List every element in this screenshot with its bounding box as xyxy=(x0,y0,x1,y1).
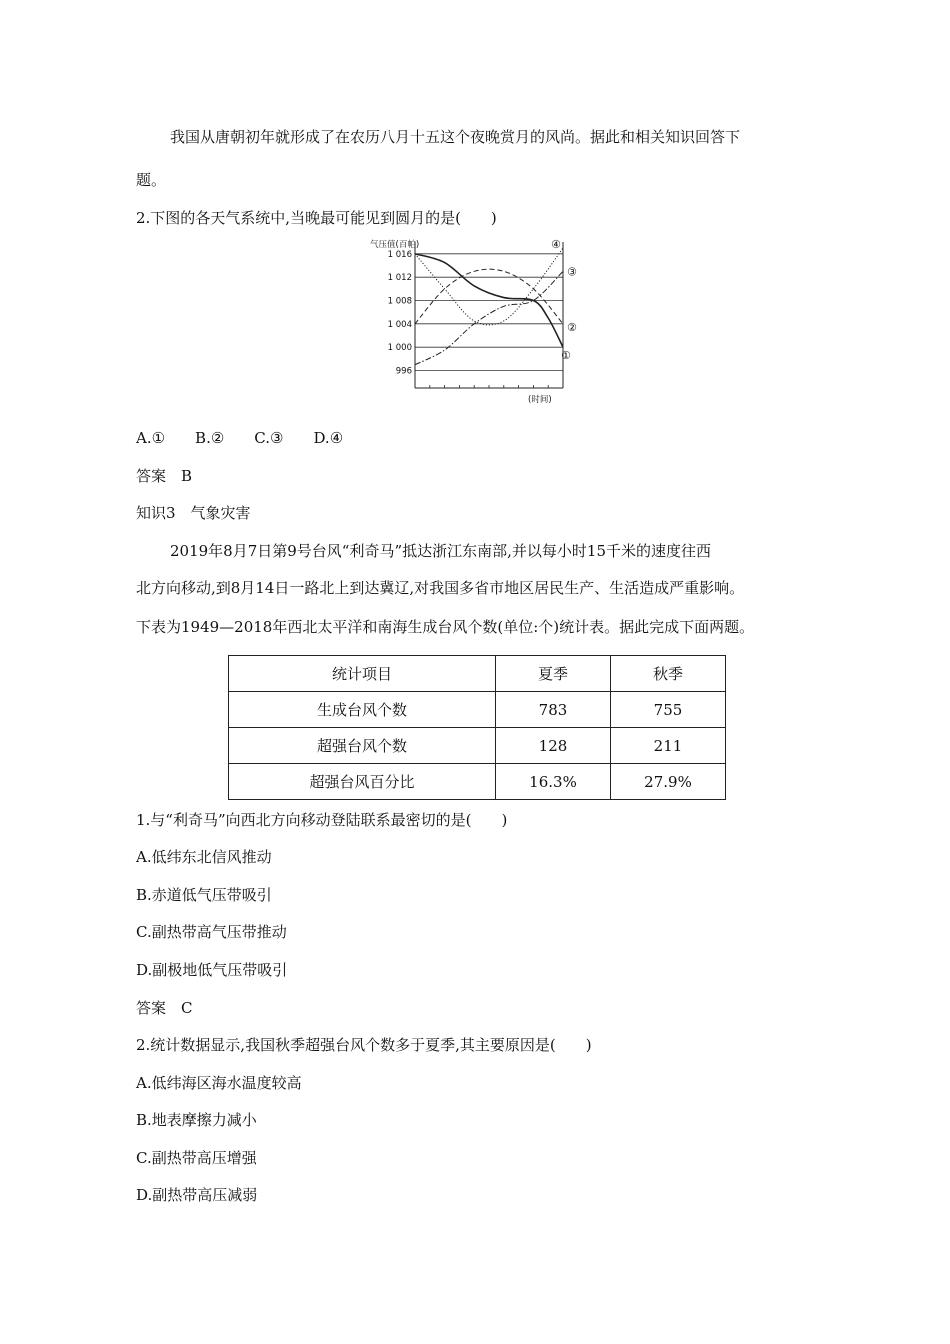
table-cell: 783 xyxy=(496,692,611,728)
table-header-cell: 秋季 xyxy=(611,656,726,692)
question-1-answer: 答案 C xyxy=(136,999,193,1017)
question-1-stem: 1.与“利奇马”向西北方向移动登陆联系最密切的是( ) xyxy=(136,811,508,829)
question-2-option-c: C.副热带高压增强 xyxy=(136,1149,257,1167)
series-line xyxy=(415,271,563,364)
y-tick-label: 1 008 xyxy=(387,296,412,307)
question-2-option-b: B.地表摩擦力减小 xyxy=(136,1111,257,1129)
passage-1-line-2: 题。 xyxy=(136,171,167,189)
typhoon-stats-table xyxy=(228,655,726,800)
answer-text: 答案 B xyxy=(136,467,193,485)
x-axis-label: (时间) xyxy=(528,395,552,405)
table-cell: 超强台风个数 xyxy=(229,728,496,764)
question-1-option-b: B.赤道低气压带吸引 xyxy=(136,886,272,904)
passage-2-line-1: 2019年8月7日第9号台风“利奇马”抵达浙江东南部,并以每小时15千米的速度往西 xyxy=(170,542,711,560)
table-cell: 128 xyxy=(496,728,611,764)
table-cell: 755 xyxy=(611,692,726,728)
table-header-cell: 统计项目 xyxy=(229,656,496,692)
passage-2-line-2: 北方向移动,到8月14日一路北上到达冀辽,对我国多省市地区居民生产、生活造成严重影响。 xyxy=(136,579,745,597)
question-1-option-a: A.低纬东北信风推动 xyxy=(136,848,272,866)
series-label: ② xyxy=(567,320,577,334)
question-1-option-d: D.副极地低气压带吸引 xyxy=(136,961,288,979)
y-tick-label: 1 000 xyxy=(387,343,412,354)
pressure-chart xyxy=(368,238,577,408)
table-row xyxy=(229,728,726,764)
question-2-option-d: D.副热带高压减弱 xyxy=(136,1186,258,1204)
table-row xyxy=(229,692,726,728)
section-title: 知识3 气象灾害 xyxy=(136,504,251,522)
series-label: ① xyxy=(561,349,571,363)
y-tick-label: 996 xyxy=(395,366,412,377)
table-cell: 211 xyxy=(611,728,726,764)
table-cell: 超强台风百分比 xyxy=(229,764,496,800)
table-cell: 27.9% xyxy=(611,764,726,800)
question-2-option-a: A.低纬海区海水温度较高 xyxy=(136,1074,302,1092)
table-cell: 生成台风个数 xyxy=(229,692,496,728)
table-header-cell: 夏季 xyxy=(496,656,611,692)
y-axis-label: 气压值(百帕) xyxy=(370,240,420,250)
table-cell: 16.3% xyxy=(496,764,611,800)
series-label: ④ xyxy=(551,238,561,251)
question-options: A.① B.② C.③ D.④ xyxy=(136,429,344,447)
question-stem: 2.下图的各天气系统中,当晚最可能见到圆月的是( ) xyxy=(136,209,497,227)
question-2-stem: 2.统计数据显示,我国秋季超强台风个数多于夏季,其主要原因是( ) xyxy=(136,1036,592,1054)
question-1-option-c: C.副热带高气压带推动 xyxy=(136,923,287,941)
y-tick-label: 1 012 xyxy=(387,273,412,284)
passage-1-line-1: 我国从唐朝初年就形成了在农历八月十五这个夜晚赏月的风尚。据此和相关知识回答下 xyxy=(170,128,741,146)
table-row xyxy=(229,764,726,800)
pressure-chart-svg xyxy=(368,238,577,408)
y-tick-label: 1 004 xyxy=(387,319,412,330)
passage-2-line-3: 下表为1949—2018年西北太平洋和南海生成台风个数(单位:个)统计表。据此完成下面两题。 xyxy=(136,618,755,636)
y-tick-label: 1 016 xyxy=(387,249,412,260)
table-header-row xyxy=(229,656,726,692)
series-label: ③ xyxy=(567,265,577,279)
